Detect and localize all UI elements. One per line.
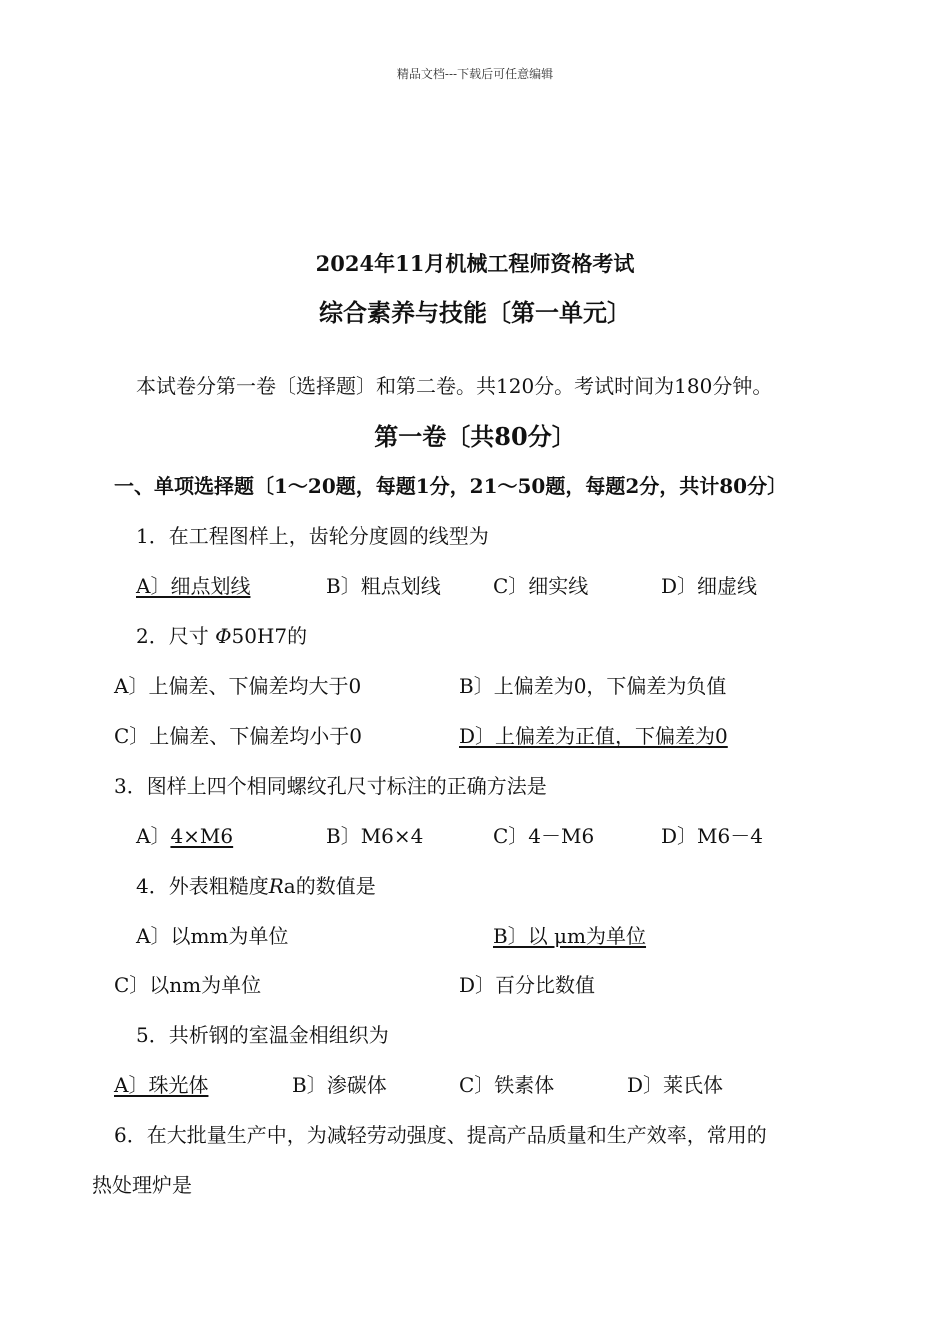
q1-option-c: C〕细实线 [493, 574, 589, 598]
q5-option-b: B〕渗碳体 [292, 1073, 387, 1097]
q3-option-d: D〕M6－4 [661, 824, 763, 848]
exam-intro: 本试卷分第一卷〔选择题〕和第二卷。共120分。考试时间为180分钟。 [136, 374, 773, 398]
q5-option-a: A〕珠光体 [114, 1073, 209, 1097]
q3-option-a [136, 826, 233, 846]
q3-option-a-prefix: A〕 [136, 824, 171, 848]
q2-option-a: A〕上偏差、下偏差均大于0 [114, 674, 362, 698]
question-6-stem-line2: 热处理炉是 [92, 1173, 192, 1197]
q2-option-d: D〕上偏差为正值，下偏差为0 [459, 724, 728, 748]
volume-title: 第一卷〔共80分〕 [374, 422, 576, 451]
q5-option-d: D〕莱氏体 [627, 1073, 724, 1097]
q2-stem-prefix: 2．尺寸 [136, 624, 216, 648]
exam-title: 2024年11月机械工程师资格考试 [315, 251, 635, 276]
q3-option-b: B〕M6×4 [326, 824, 424, 848]
q2-stem-suffix: 50H7的 [231, 624, 308, 648]
q4-option-d: D〕百分比数值 [459, 973, 596, 997]
q4-option-b: B〕以 μm为单位 [493, 924, 647, 948]
q3-option-c: C〕4－M6 [493, 824, 595, 848]
q4-option-c: C〕以nm为单位 [114, 973, 262, 997]
question-6-stem-line1: 6．在大批量生产中，为减轻劳动强度、提高产品质量和生产效率，常用的 [114, 1123, 767, 1147]
question-1-stem: 1．在工程图样上，齿轮分度圆的线型为 [136, 524, 489, 548]
question-3-stem: 3．图样上四个相同螺纹孔尺寸标注的正确方法是 [114, 774, 547, 798]
q2-option-c: C〕上偏差、下偏差均小于0 [114, 724, 363, 748]
section-title: 一、单项选择题〔1～20题，每题1分，21～50题，每题2分，共计80分〕 [114, 474, 788, 498]
q4-stem-prefix: 4．外表粗糙度 [136, 874, 269, 898]
q1-option-b: B〕粗点划线 [326, 574, 441, 598]
q3-option-a-answer: 4×M6 [170, 824, 234, 848]
q4-stem-suffix: a的数值是 [283, 874, 376, 898]
question-4-stem [136, 876, 376, 896]
page-header: 精品文档---下载后可任意编辑 [396, 67, 554, 81]
q4-option-a: A〕以mm为单位 [136, 924, 289, 948]
diameter-symbol: Φ [215, 624, 232, 648]
q5-option-c: C〕铁素体 [459, 1073, 555, 1097]
q1-option-d: D〕细虚线 [661, 574, 758, 598]
exam-subtitle: 综合素养与技能〔第一单元〕 [319, 298, 631, 327]
question-2-stem [136, 626, 307, 646]
question-5-stem: 5．共析钢的室温金相组织为 [136, 1023, 389, 1047]
roughness-symbol: R [268, 874, 284, 898]
q1-option-a: A〕细点划线 [136, 574, 251, 598]
q2-option-b: B〕上偏差为0，下偏差为负值 [459, 674, 727, 698]
